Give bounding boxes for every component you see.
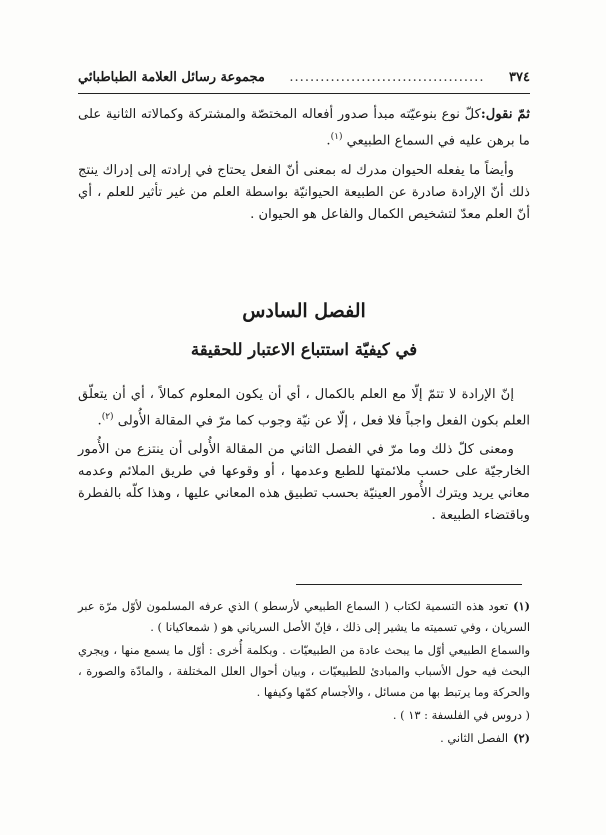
footnotes [78, 596, 530, 751]
book-title: مجموعة رسائل العلامة الطباطبائي [78, 69, 265, 85]
paragraph-text: إنّ الإرادة لا تتمّ إلّا مع العلم بالكمال ، أي أن يكون المعلوم كمالاً ، أي أن يتعلّق العلم بكون الفعل واجباً فلا فعل ، إلّا عن نيّة وجوب كما مرّ في المقالة الأُولى [78, 387, 530, 429]
chapter-subtitle: في كيفيّة استتباع الاعتبار للحقيقة [190, 340, 418, 359]
punctuation: . [97, 413, 102, 429]
paragraph [78, 104, 530, 152]
running-header [78, 66, 530, 88]
intro-text [78, 104, 530, 234]
punctuation: . [326, 133, 331, 149]
footnote-mark: (٢) [513, 731, 530, 745]
footnote-1-continued: والسماع الطبيعي أوّل ما يبحث عادة من الطبيعيّات . وبكلمة أُخرى : أوّل ما يسمع منها ، ويجري البحث فيه حول الأسباب والمبادئ للطبيعيّات ، وبيان أحوال العلل المختلفة ، والمادّة والصورة ، والحركة وما يرتبط بها من مسائل ، والأجسام كمّها وكيفها . [78, 643, 530, 699]
lead-phrase: ثمّ نقول: [480, 107, 530, 122]
footnote-text: الفصل الثاني . [440, 731, 509, 745]
footnote-1 [78, 596, 530, 638]
header-rule [78, 93, 530, 94]
footnote-source: ( دروس في الفلسفة : ١٣ ) . [392, 708, 530, 722]
paragraph [78, 384, 530, 432]
footnote-text: تعود هذه التسمية لكتاب ( السماع الطبيعي لأرسطو ) الذي عرفه المسلمون لأوّل مرّة عبر السريان ، وفي تسميته ما يشير إلى ذلك ، فإنّ الأصل السرياني هو ( شمعاكيانا ) . [78, 599, 530, 634]
footnote-2 [78, 728, 530, 749]
chapter-title: الفصل السادس [242, 300, 366, 322]
header-dot-leader: ...................................... [289, 69, 485, 85]
footnote-ref[interactable]: (١) [330, 132, 343, 142]
footnote-ref[interactable]: (٢) [101, 412, 114, 422]
chapter-text [78, 384, 530, 534]
page-number: ٣٧٤ [509, 69, 530, 85]
footnote-rule [296, 584, 522, 585]
paragraph: وأيضاً ما يفعله الحيوان مدرك له بمعنى أنّ الفعل يحتاج في إرادته إلى إدراك ينتج ذلك أنّ الإرادة صادرة عن الطبيعة الحيوانيّة بواسطة العلم من غير تأثير للعلم ، أي أنّ العلم معدّ لتشخيص الكمال والفاعل هو الحيوان . [78, 163, 530, 223]
paragraph-text: كلّ نوع بنوعيّته مبدأ صدور أفعاله المختصّة والمشتركة وكمالاته الثانية على ما برهن عليه في السماع الطبيعي [78, 107, 530, 149]
paragraph: ومعنى كلّ ذلك وما مرّ في الفصل الثاني من المقالة الأُولى أن ينتزع من الأُمور الخارجيّة على حسب ملائمتها للطبع وعدمها ، أو وقوعها في طريق الملائم وعدمه معاني يريد ويترك الأُمور العينيّة بحسب تطبيق هذه المعاني عليها ، وهذا كلّه بالفطرة وباقتضاء الطبيعة . [78, 442, 530, 524]
footnote-mark: (١) [513, 599, 530, 613]
